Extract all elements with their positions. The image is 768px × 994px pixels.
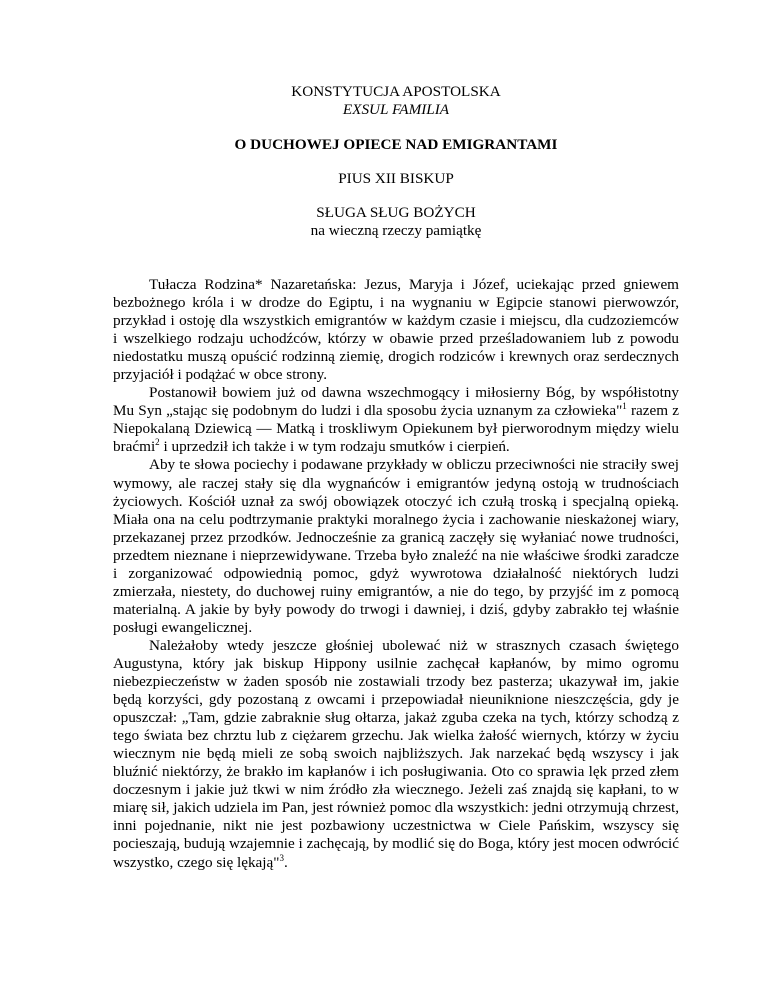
footnote-ref-2[interactable]: 2 (155, 437, 160, 448)
paragraph-2-text-c: i uprzedził ich także i w tym rodzaju smutków i cierpień. (159, 438, 510, 456)
footnote-ref-3[interactable]: 3 (279, 852, 284, 863)
paragraph-2-text-a: Postanowił bowiem już od dawna wszechmogący i miłosierny Bóg, by współistotny Mu Syn „stając się podobnym do ludzi i dla sposobu życia uznanym za człowieka" (113, 384, 679, 420)
paragraph-4 (113, 637, 679, 872)
paragraph-4-text-b: . (283, 853, 288, 871)
footnote-ref-1[interactable]: 1 (622, 401, 627, 412)
document-page (113, 83, 679, 872)
paragraph-3: Aby te słowa pociechy i podawane przykłady w obliczu przeciwności nie straciły swej wymowy, ale raczej stały się dla wygnańców i emigrantów jedyną ostoją w trudnościach życiowych. Kościół uznał za swój obowiązek otoczyć ich czułą troską i specjalną opieką. Miała ona na celu podtrzymanie praktyki moralnego życia i zachowanie nieskażonej wiary, przekazanej przez przodków. Jednocześnie za granicą zaczęły się wyłaniać nowe trudności, przedtem nieznane i nieprzewidywane. Trzeba było znaleźć na nie właściwe środki zaradcze i zorganizować odpowiednią pomoc, gdyż wywrotowa działalność niektórych ludzi zmierzała, niestety, do duchowej ruiny emigrantów, a nie do tego, by przyjść im z pomocą materialną. A jakie by były powody do trwogi i dawniej, i dziś, gdyby zabrakło tej właśnie posługi ewangelicznej. (113, 456, 679, 636)
paragraph-2 (113, 384, 679, 456)
paragraph-2-text-b: razem z Niepokalaną Dziewicą — Matką i troskliwym Opiekunem był pierworodnym między wielu braćmi (113, 402, 679, 456)
document-author: PIUS XII BISKUP (338, 170, 454, 187)
paragraph-4-text-a: Należałoby wtedy jeszcze głośniej ubolewać niż w strasznych czasach świętego Augustyna, który jak biskup Hippony usilnie zachęcał kapłanów, by mimo ogromu niebezpieczeństw w żaden sposób nie zostawiali trzody bez pasterza; ukazywał im, jakie będą korzyści, gdy pozostaną z owcami i przepowiadał nieuniknione nieszczęścia, gdy je opuszczał: „Tam, gdzie zabraknie sług ołtarza, jakaż zguba czeka na tych, którzy schodzą z tego świata bez chrztu lub z ciężarem grzechu. Jak wielka żałość wiernych, którzy w życiu wiecznym nie będą mieli ze sobą swoich najbliższych. Jak narzekać będą wszyscy i jak bluźnić niektórzy, że brakło im kapłanów i ich posługiwania. Oto co sprawia lęk przed złem doczesnym i jakie już tkwi w nim źródło zła wiecznego. Jeżeli zaś znajdą się kapłani, to w miarę sił, jakich udziela im Pan, jest również pomoc dla wszystkich: jedni otrzymują chrzest, inni pojednanie, nikt nie jest pozbawiony uczestnictwa w Ciele Pańskim, wszyscy się pocieszają, budują wzajemnie i zachęcają, by modlić się do Boga, który jest mocen odwrócić wszystko, czego się lękają" (113, 636, 679, 871)
document-title: O DUCHOWEJ OPIECE NAD EMIGRANTAMI (234, 136, 558, 153)
paragraph-1: Tułacza Rodzina* Nazaretańska: Jezus, Maryja i Józef, uciekając przed gniewem bezbożnego króla i w drodze do Egiptu, i na wygnaniu w Egipcie stanowi pierwowzór, przykład i ostoję dla wszystkich emigrantów w każdym czasie i miejscu, dla cudzoziemców i wszelkiego rodzaju uchodźców, którzy w obawie przed prześladowaniem lub z powodu niedostatku muszą opuścić rodzinną ziemię, drogich rodziców i krewnych oraz serdecznych przyjaciół i podążać w obce strony. (113, 276, 679, 384)
memory-subheading: na wieczną rzeczy pamiątkę (310, 222, 482, 239)
document-body (113, 276, 679, 872)
document-header-block (113, 83, 679, 119)
servant-heading: SŁUGA SŁUG BOŻYCH (316, 204, 476, 221)
document-type: KONSTYTUCJA APOSTOLSKA (291, 83, 501, 100)
servant-block (113, 204, 679, 240)
document-latin-title: EXSUL FAMILIA (342, 101, 450, 118)
document-title-block (113, 136, 679, 154)
author-block (113, 170, 679, 188)
